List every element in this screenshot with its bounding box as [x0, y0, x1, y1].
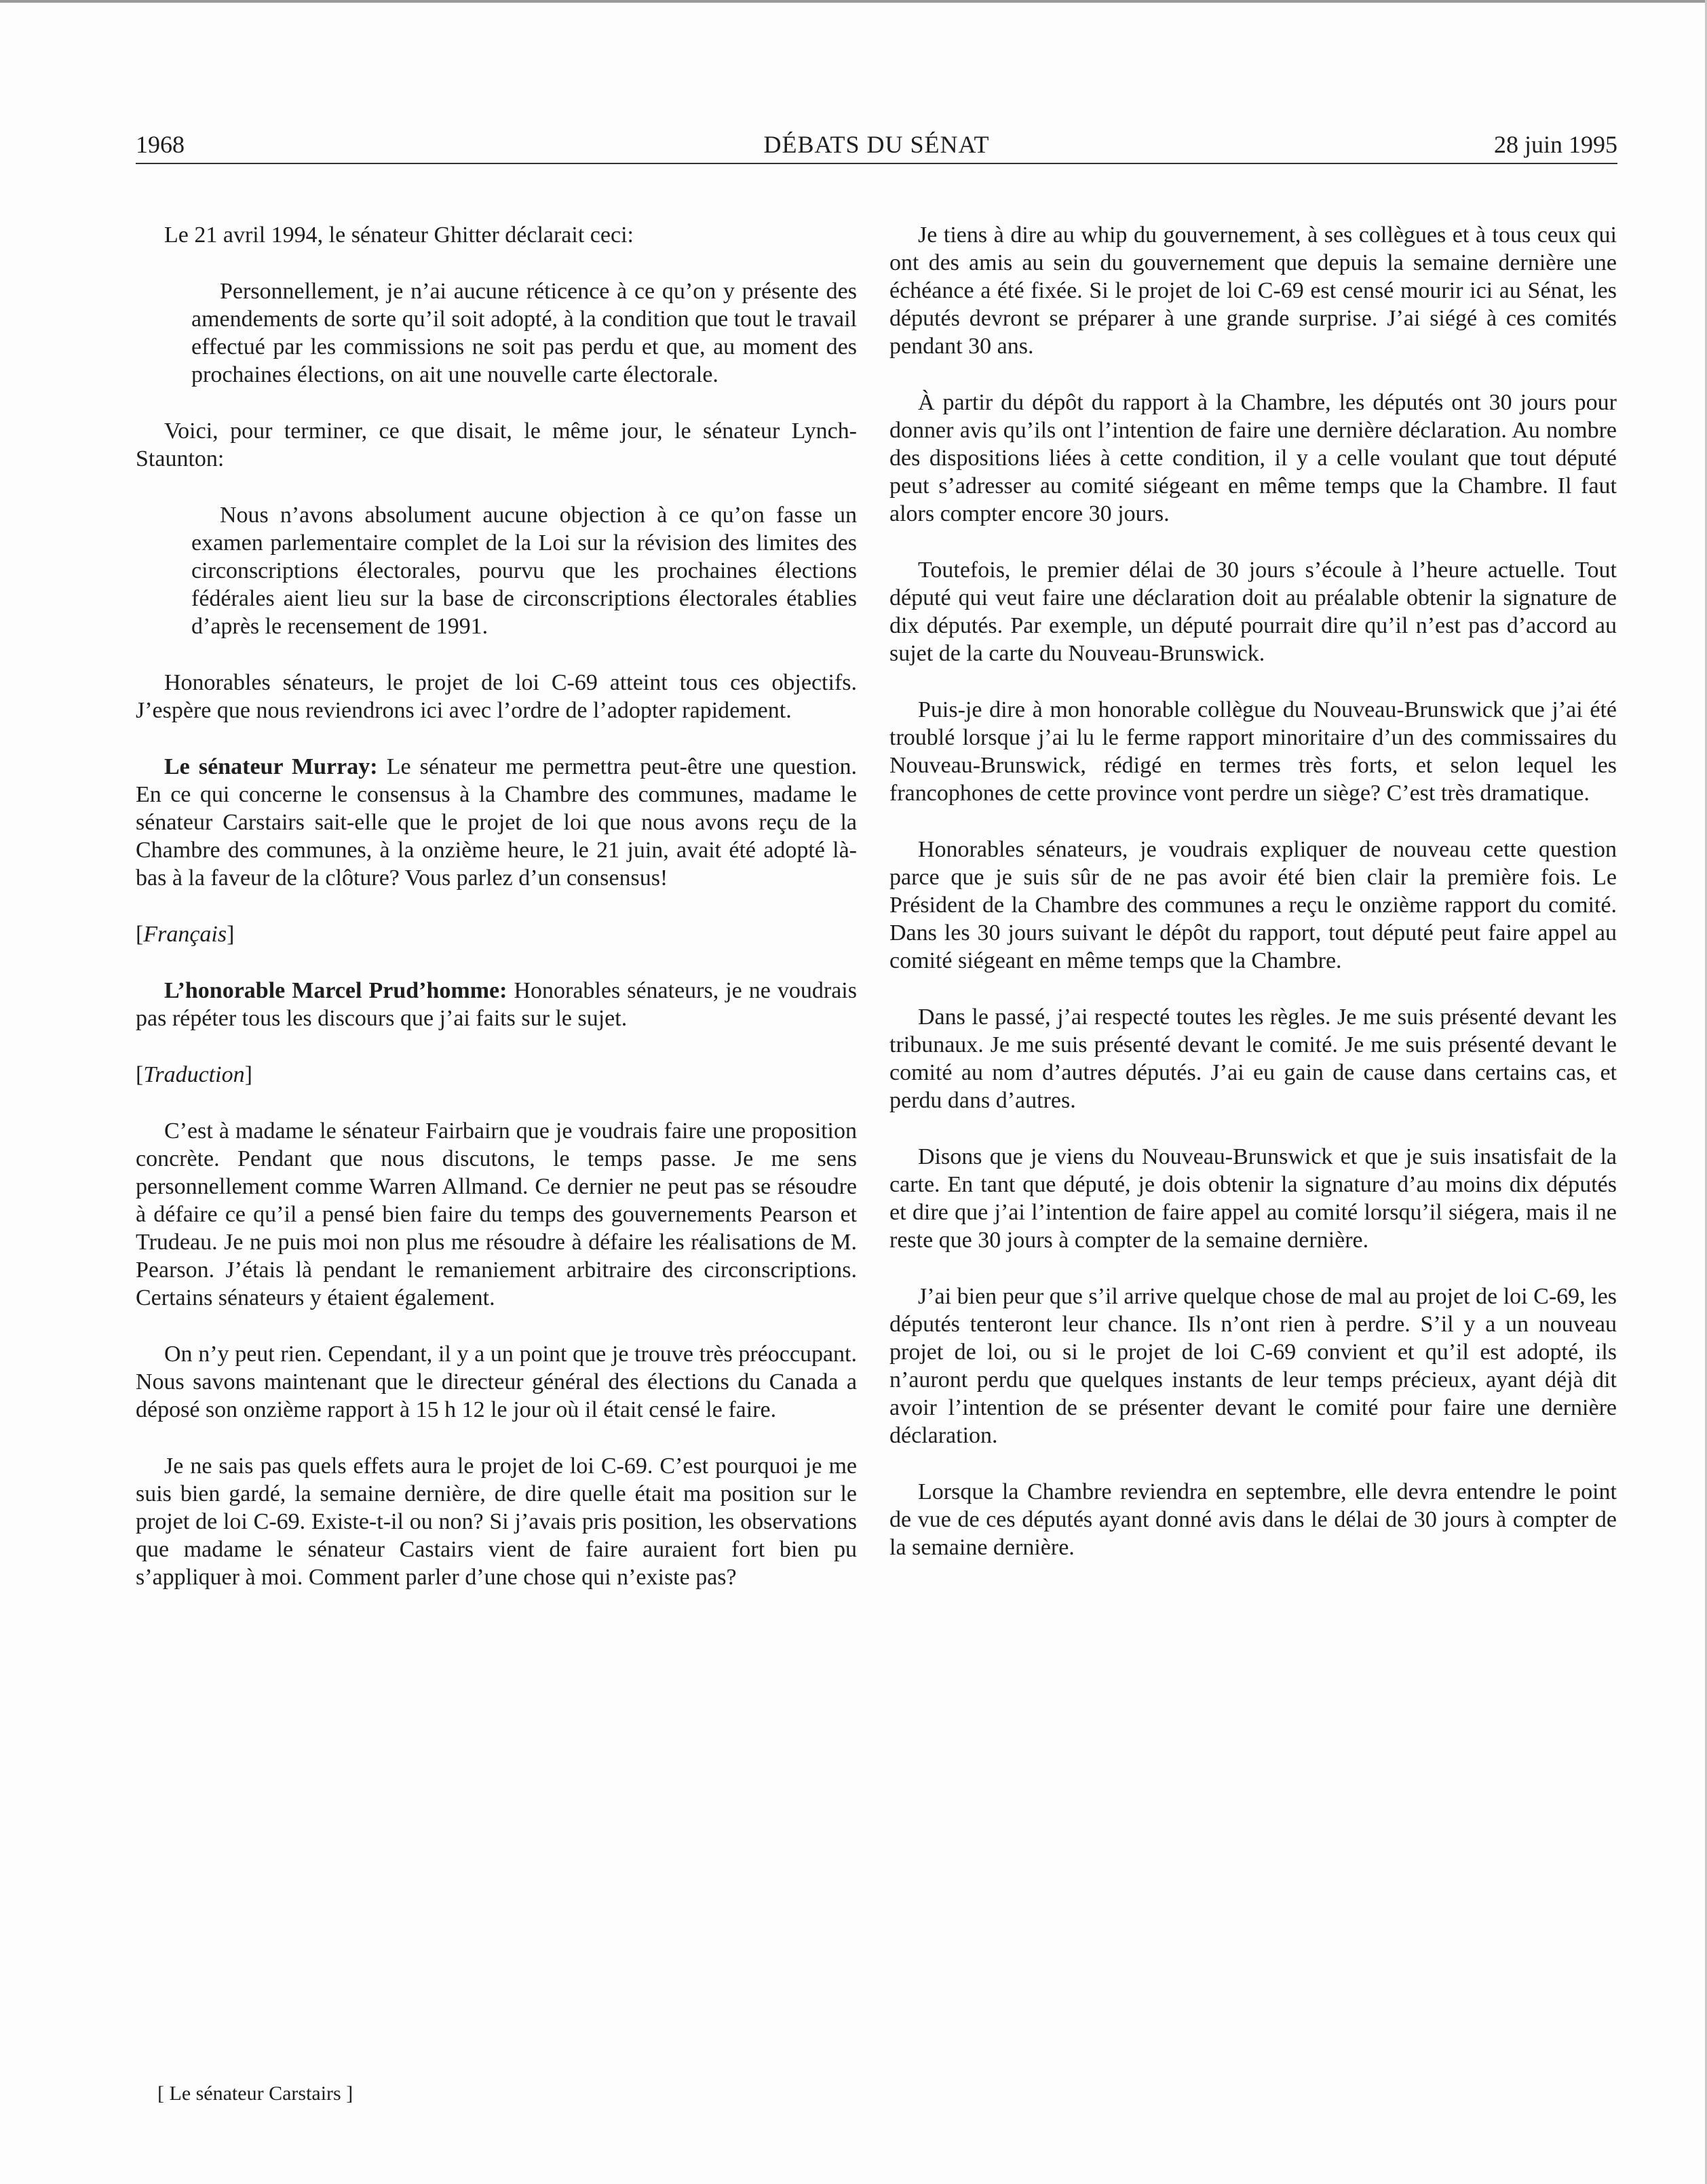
speaker-paragraph — [136, 977, 857, 1032]
quote-text: Personnellement, je n’ai aucune réticence à ce qu’on y présente des amendements de sorte qu’il soit adopté, à la condition que tout le travail effectué par les commissions ne soit pas perdu et que, au moment des prochaines élections, on ait une nouvelle carte électorale. — [191, 279, 858, 387]
publication-title: DÉBATS DU SÉNAT — [763, 131, 990, 158]
paragraph — [889, 389, 1617, 528]
paragraph-text: Toutefois, le premier délai de 30 jours s’écoule à l’heure actuelle. Tout député qui veut faire une déclaration doit au préalable obtenir la signature de dix députés. Par exemple, un député pourrait dire qu’il n’est pas d’accord au sujet de la carte du Nouveau-Brunswick. — [889, 558, 1617, 666]
language-tag: [Traduction] — [136, 1062, 252, 1087]
paragraph — [889, 836, 1617, 975]
paragraph — [136, 1452, 857, 1591]
paragraph-text: Puis-je dire à mon honorable collègue du Nouveau-Brunswick que j’ai été troublé lorsque j’ai lu le ferme rapport minoritaire d’un des commissaires du Nouveau-Brunswick, rédigé en termes très forts, et selon lequel les francophones de cette province vont perdre un siège? C’est très dramatique. — [889, 697, 1617, 806]
page-header — [136, 126, 1617, 164]
paragraph-text: On n’y peut rien. Cependant, il y a un point que je trouve très préoccupant. Nous savons maintenant que le directeur général des élections du Canada a déposé son onzième rapport à 15 h 12 le jour où il était censé le faire. — [136, 1342, 857, 1422]
speaker-paragraph — [136, 753, 857, 892]
paragraph — [889, 696, 1617, 807]
paragraph-text: Honorables sénateurs, je voudrais expliquer de nouveau cette question parce que je suis sûr de ne pas avoir été bien clair la première fois. Le Président de la Chambre des communes a reçu le onzième rapport du comité. Dans les 30 jours suivant le dépôt du rapport, tout député peut faire appel au comité siégeant en même temps que la Chambre. — [889, 837, 1617, 973]
block-quote — [191, 277, 857, 389]
paragraph — [136, 221, 857, 249]
right-column — [889, 221, 1617, 1590]
paragraph-text: À partir du dépôt du rapport à la Chambre, les députés ont 30 jours pour donner avis qu’ils ont l’intention de faire une dernière déclaration. Au nombre des dispositions liées à cette condition, il y a celle voulant que tout député peut s’adresser au comité siégeant en même temps que la Chambre. Il faut alors compter encore 30 jours. — [889, 390, 1617, 526]
paragraph-text: Voici, pour terminer, ce que disait, le même jour, le sénateur Lynch-Staunton: — [136, 418, 857, 471]
page-number: 1968 — [136, 131, 185, 158]
block-quote — [191, 501, 857, 640]
paragraph-text: Dans le passé, j’ai respecté toutes les règles. Je me suis présenté devant les tribunaux. Je me suis présenté devant le comité. Je me suis présenté devant le comité au nom d’autres députés. J’ai eu gain de cause dans certains cas, et perdu dans d’autres. — [889, 1005, 1617, 1113]
quote-text: Nous n’avons absolument aucune objection à ce qu’on fasse un examen parlementaire complet de la Loi sur la révision des limites des circonscriptions électorales, pourvu que les prochaines élections fédérales aient lieu sur la base de circonscriptions électorales établies d’après le recensement de 1991. — [191, 503, 857, 639]
paragraph-text: Je tiens à dire au whip du gouvernement, à ses collègues et à tous ceux qui ont des amis au sein du gouvernement que depuis la semaine dernière une échéance a été fixée. Si le projet de loi C-69 est censé mourir ici au Sénat, les députés devront se préparer à une grande surprise. J’ai siégé à ces comités pendant 30 ans. — [889, 222, 1617, 359]
paragraph-text: Je ne sais pas quels effets aura le projet de loi C-69. C’est pourquoi je me suis bien gardé, la semaine dernière, de dire quelle était ma position sur le projet de loi C-69. Existe-t-il ou non? Si j’avais pris position, les observations que madame le sénateur Castairs vient de faire auraient fort bien pu s’appliquer à moi. Comment parler d’une chose qui n’existe pas? — [136, 1454, 857, 1590]
speaker-name: L’honorable Marcel Prud’homme: — [164, 978, 507, 1003]
speaker-name: Le sénateur Murray: — [164, 754, 378, 779]
paragraph — [889, 1003, 1617, 1114]
paragraph — [136, 1340, 857, 1424]
scan-edge-top — [0, 0, 1707, 3]
paragraph — [889, 556, 1617, 667]
paragraph-text: C’est à madame le sénateur Fairbairn que je voudrais faire une proposition concrète. Pendant que nous discutons, le temps passe. Je me sens personnellement comme Warren Allmand. Ce dernier ne peut pas se résoudre à défaire ce qu’il a pensé bien faire du temps des gouvernements Pearson et Trudeau. Je ne puis moi non plus me résoudre à défaire les réalisations de M. Pearson. J’étais là pendant le remaniement arbitraire des circonscriptions. Certains sénateurs y étaient également. — [136, 1118, 857, 1310]
paragraph-text: Lorsque la Chambre reviendra en septembre, elle devra entendre le point de vue de ces députés ayant donné avis dans le délai de 30 jours à compter de la semaine dernière. — [889, 1479, 1617, 1560]
language-tag: [Français] — [136, 922, 235, 947]
paragraph — [889, 1283, 1617, 1449]
paragraph-text: J’ai bien peur que s’il arrive quelque chose de mal au projet de loi C-69, les députés tenteront leur chance. Ils n’ont rien à perdre. S’il y a un nouveau projet de loi, ou si le projet de loi C-69 convient et qu’il est adopté, ils n’auront perdu que quelques instants de leur temps précieux, ayant déjà dit avoir l’intention de se présenter devant le comité pour faire une dernière déclaration. — [889, 1284, 1617, 1448]
paragraph-text: Disons que je viens du Nouveau-Brunswick et que je suis insatisfait de la carte. En tant que député, je dois obtenir la signature d’au moins dix députés et dire que j’ai l’intention de faire appel au comité lorsqu’il siégera, mais il ne reste que 30 jours à compter de la semaine dernière. — [889, 1144, 1617, 1253]
sitting-date: 28 juin 1995 — [1493, 131, 1617, 158]
paragraph-text: Honorables sénateurs, le projet de loi C-69 atteint tous ces objectifs. J’espère que nous reviendrons ici avec l’ordre de l’adopter rapidement. — [136, 670, 857, 723]
paragraph-text: Le 21 avril 1994, le sénateur Ghitter déclarait ceci: — [164, 222, 634, 248]
paragraph — [889, 1143, 1617, 1254]
running-footer: [ Le sénateur Carstairs ] — [157, 2082, 353, 2105]
paragraph — [136, 1117, 857, 1312]
paragraph — [889, 221, 1617, 360]
speech-text: Le sénateur me permettra peut-être une question. En ce qui concerne le consensus à la Chambre des communes, madame le sénateur Carstairs sait-elle que le projet de loi que nous avons reçu de la Chambre des communes, à la onzième heure, le 21 juin, avait été adopté là-bas à la faveur de la clôture? Vous parlez d’un consensus! — [136, 754, 857, 891]
paragraph — [136, 417, 857, 473]
left-column — [136, 221, 857, 1620]
paragraph — [136, 669, 857, 724]
language-tag-text: Traduction — [143, 1062, 245, 1087]
language-tag-text: Français — [143, 922, 227, 947]
paragraph — [889, 1478, 1617, 1561]
speech-text: Honorables sénateurs, je ne voudrais pas répéter tous les discours que j’ai faits sur le sujet. — [136, 978, 857, 1031]
